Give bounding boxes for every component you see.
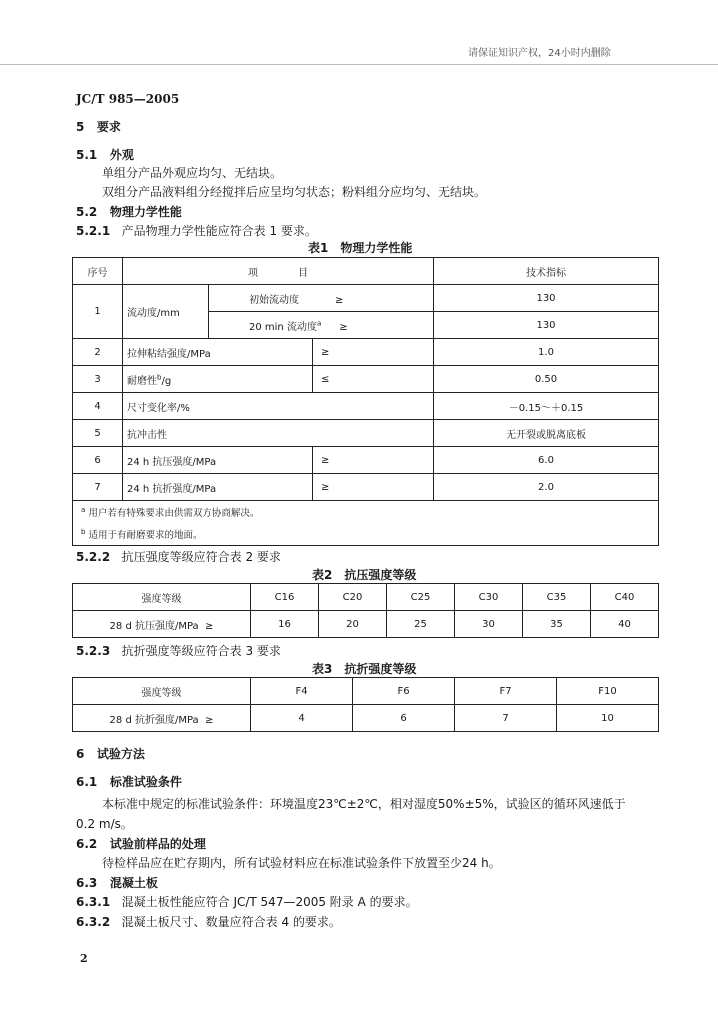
table-cell: 7 [73,474,123,501]
grade-cell: C20 [319,584,387,611]
table-row [73,474,659,501]
header-cell: 技术指标 [434,258,659,285]
unit: /g [161,375,172,387]
value-cell: 40 [591,611,659,638]
table-row [73,705,659,732]
clause-6-3-1 [76,893,418,910]
note-b [81,523,654,545]
table-notes-row [73,501,659,546]
table-cell [209,312,434,339]
clause-5-2-1 [76,222,317,239]
note-mark: b [81,528,86,537]
table-cell: 流动度/mm [123,285,209,339]
table-cell: 24 h 抗压强度/MPa [123,447,313,474]
section-number: 6 [76,747,85,761]
header-cell: 强度等级 [73,584,251,611]
value-cell: 10 [557,705,659,732]
header-rule [0,64,718,65]
sub-item: 初始流动度 [249,294,299,306]
table-3 [72,677,659,732]
standard-number: JC/T 985—2005 [76,92,180,106]
row-label: 28 d 抗压强度/MPa [109,620,199,632]
table-cell: －0.15～＋0.15 [434,393,659,420]
clause-number: 5.2.1 [76,224,111,238]
clause-number: 5.2.3 [76,644,111,658]
clause-5-2-2 [76,548,281,565]
table-header-row [73,584,659,611]
table-cell: 130 [434,285,659,312]
table-cell: 尺寸变化率/% [123,393,434,420]
table-cell [123,366,313,393]
note-text: 用户若有特殊要求由供需双方协商解决。 [88,508,260,520]
section-title: 试验方法 [96,747,145,761]
section-number: 6.3 [76,876,98,890]
symbol: ≥ [205,620,214,632]
section-5-1-heading [76,146,134,163]
header-cell: 序号 [73,258,123,285]
item-name: 耐磨性 [127,375,157,387]
table-notes [73,501,659,546]
paragraph: 待检样品应在贮存期内，所有试验材料应在标准试验条件下放置至少24 h。 [102,856,501,870]
note-text: 适用于有耐磨要求的地面。 [88,530,203,542]
section-number: 5.2 [76,205,98,219]
symbol: ≥ [335,294,344,306]
table-cell: 拉伸粘结强度/MPa [123,339,313,366]
section-title: 试验前样品的处理 [109,837,206,851]
grade-cell: F10 [557,678,659,705]
table-header-row [73,678,659,705]
table-cell: ≥ [313,474,434,501]
grade-cell: C40 [591,584,659,611]
table-cell: 无开裂或脱离底板 [434,420,659,447]
table-cell: 2 [73,339,123,366]
table-cell: 1.0 [434,339,659,366]
section-number: 5 [76,120,85,134]
value-cell: 16 [251,611,319,638]
section-6-2-heading [76,835,206,852]
paragraph-continuation: 0.2 m/s。 [76,817,133,831]
grade-cell: F4 [251,678,353,705]
row-label: 28 d 抗折强度/MPa [109,714,199,726]
row-label-cell [73,611,251,638]
clause-text: 混凝土板性能应符合 JC/T 547—2005 附录 A 的要求。 [121,895,418,909]
section-number: 5.1 [76,148,98,162]
table-row [73,339,659,366]
footnote-ref: b [157,373,162,382]
symbol: ≥ [339,321,348,333]
table-row [73,393,659,420]
clause-text: 抗折强度等级应符合表 3 要求 [121,644,281,658]
value-cell: 30 [455,611,523,638]
footnote-ref: a [316,319,322,328]
table-2-caption: 表2 抗压强度等级 [312,568,417,582]
table-row [73,447,659,474]
section-number: 6.1 [76,775,98,789]
table-1-caption: 表1 物理力学性能 [308,241,413,255]
section-6-1-heading [76,773,182,790]
section-title: 外观 [109,148,134,162]
header-cell: 强度等级 [73,678,251,705]
table-cell: ≤ [313,366,434,393]
table-cell: 2.0 [434,474,659,501]
section-title: 混凝土板 [109,876,158,890]
table-row [73,285,659,312]
grade-cell: C35 [523,584,591,611]
section-number: 6.2 [76,837,98,851]
table-row [73,611,659,638]
table-cell: 24 h 抗折强度/MPa [123,474,313,501]
table-cell: 6.0 [434,447,659,474]
table-1 [72,257,659,546]
grade-cell: C30 [455,584,523,611]
table-cell: ≥ [313,447,434,474]
table-cell: 5 [73,420,123,447]
section-6-3-heading [76,874,158,891]
clause-6-3-2 [76,913,341,930]
clause-text: 混凝土板尺寸、数量应符合表 4 的要求。 [121,915,341,929]
note-mark: a [81,506,86,514]
section-title: 物理力学性能 [109,205,182,219]
sub-item: 20 min 流动度 [249,321,317,333]
paragraph: 本标准中规定的标准试验条件：环境温度23℃±2℃，相对湿度50%±5%，试验区的循环风速低于 [102,797,626,811]
table-cell: ≥ [313,339,434,366]
grade-cell: C25 [387,584,455,611]
section-6-heading [76,745,145,762]
section-5-heading [76,118,121,135]
clause-text: 抗压强度等级应符合表 2 要求 [121,550,281,564]
value-cell: 25 [387,611,455,638]
clause-number: 5.2.2 [76,550,111,564]
table-header-row [73,258,659,285]
table-cell: 6 [73,447,123,474]
value-cell: 4 [251,705,353,732]
table-cell: 130 [434,312,659,339]
note-a [81,501,654,523]
page-number: 2 [80,952,88,965]
value-cell: 20 [319,611,387,638]
table-cell: 0.50 [434,366,659,393]
value-cell: 6 [353,705,455,732]
row-label-cell [73,705,251,732]
grade-cell: F6 [353,678,455,705]
header-cell: 项 目 [123,258,434,285]
grade-cell: C16 [251,584,319,611]
section-title: 标准试验条件 [109,775,182,789]
clause-5-2-3 [76,642,281,659]
section-title: 要求 [96,120,121,134]
table-cell: 3 [73,366,123,393]
clause-text: 产品物理力学性能应符合表 1 要求。 [121,224,317,238]
paragraph: 双组分产品液料组分经搅拌后应呈均匀状态；粉料组分应均匀、无结块。 [102,185,487,199]
clause-number: 6.3.1 [76,895,111,909]
table-cell [209,285,434,312]
value-cell: 7 [455,705,557,732]
table-row [73,366,659,393]
table-cell: 4 [73,393,123,420]
watermark: 请保证知识产权，24小时内删除 [468,48,611,59]
clause-number: 6.3.2 [76,915,111,929]
value-cell: 35 [523,611,591,638]
section-5-2-heading [76,203,182,220]
table-cell: 抗冲击性 [123,420,434,447]
paragraph: 单组分产品外观应均匀、无结块。 [102,166,283,180]
symbol: ≥ [205,714,214,726]
table-cell: 1 [73,285,123,339]
grade-cell: F7 [455,678,557,705]
table-3-caption: 表3 抗折强度等级 [312,662,417,676]
table-row [73,420,659,447]
table-2 [72,583,659,638]
